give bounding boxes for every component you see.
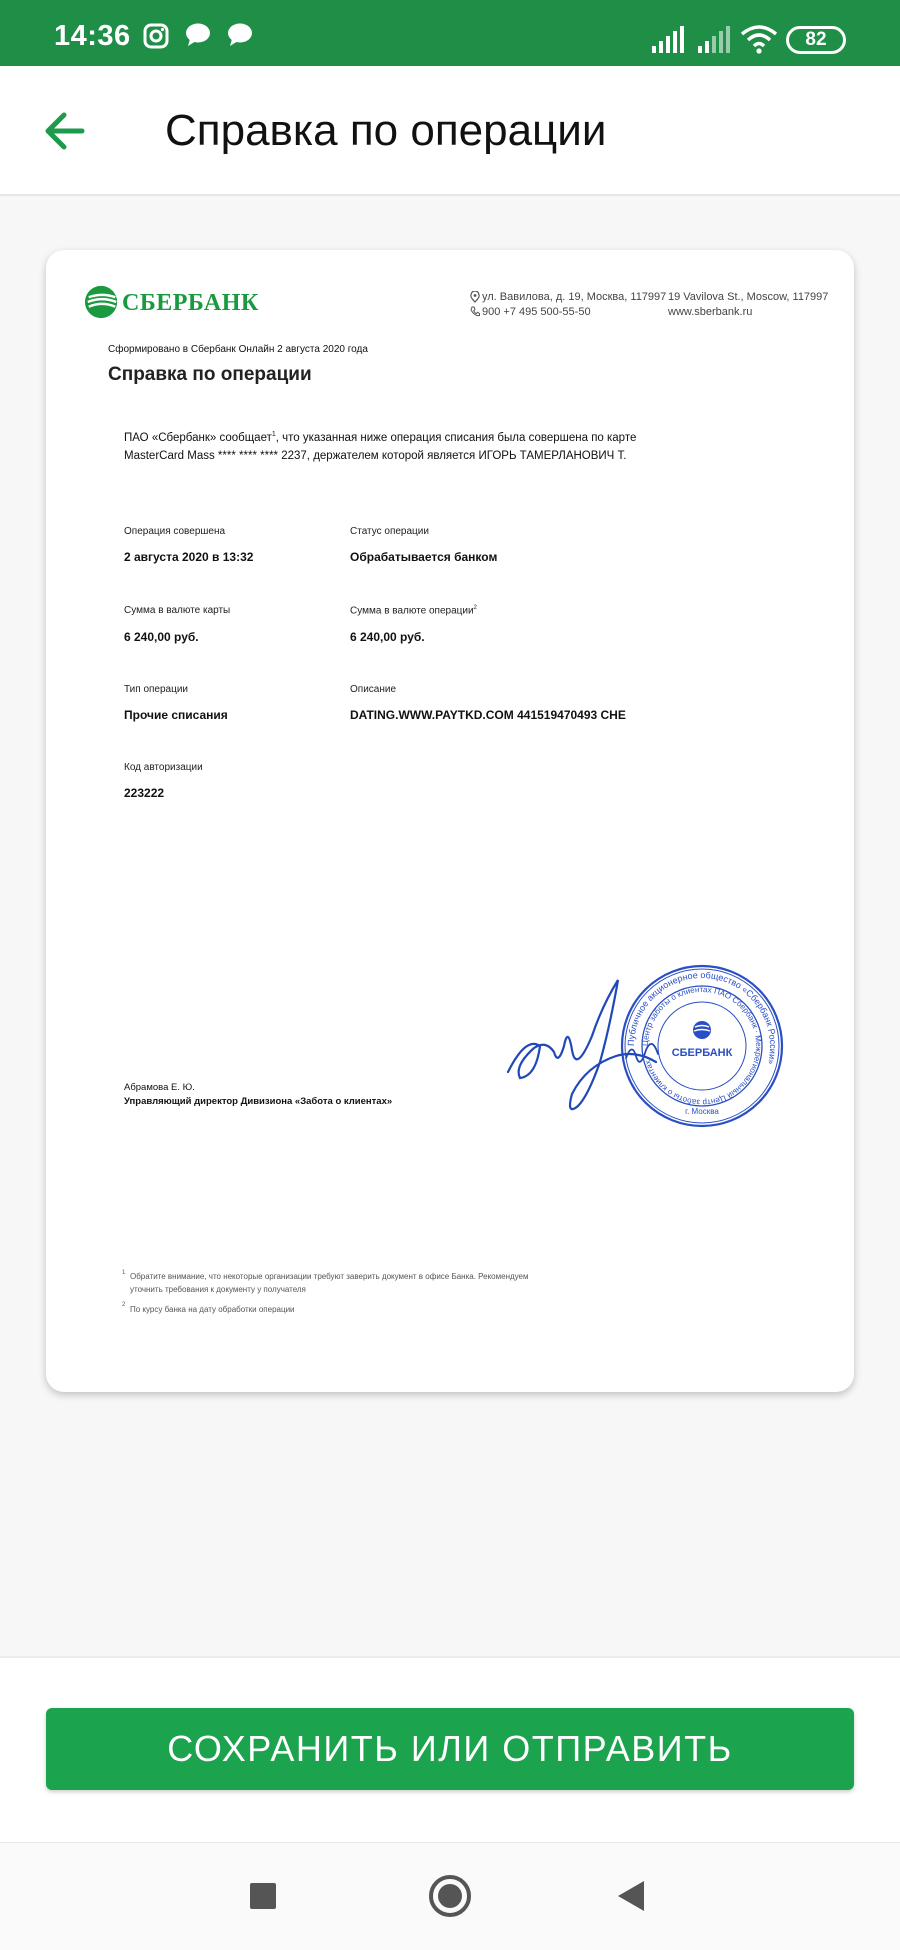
phone-numbers: 900 +7 495 500-55-50 [482, 306, 591, 318]
address-ru-line1: ул. Вавилова, д. 19, Москва, 117997 [482, 291, 667, 303]
sberbank-logo-icon [82, 284, 122, 320]
save-or-send-button[interactable]: СОХРАНИТЬ ИЛИ ОТПРАВИТЬ [46, 1708, 854, 1790]
card-sum-value: 6 240,00 руб. [124, 630, 199, 644]
stamp-center-text: СБЕРБАНК [671, 1047, 733, 1059]
website: www.sberbank.ru [668, 306, 753, 318]
operation-sum-label [350, 605, 477, 616]
instagram-icon [142, 22, 170, 50]
battery-icon: 82 [786, 26, 846, 54]
status-bar [0, 0, 900, 66]
bank-stamp [618, 962, 786, 1130]
status-time: 14:36 [54, 20, 131, 52]
stamp-outer-text: Публичное акционерное общество «Сбербанк России» [625, 969, 779, 1066]
footnote-2: По курсу банка на дату обработки операции [130, 1305, 295, 1314]
app-bar [0, 66, 900, 196]
message-icon [226, 22, 254, 48]
operation-type-value: Прочие списания [124, 708, 228, 722]
document-title: Справка по операции [108, 364, 312, 385]
recents-square-icon[interactable] [248, 1881, 278, 1911]
bank-name: СБЕРБАНК [122, 290, 259, 316]
card-sum-label: Сумма в валюте карты [124, 605, 231, 616]
auth-code-label: Код авторизации [124, 762, 203, 773]
phone-icon [470, 306, 480, 317]
location-pin-icon [470, 291, 480, 303]
address-ru [482, 290, 666, 305]
arrow-left-icon[interactable] [36, 102, 94, 160]
description-label: Описание [350, 684, 397, 695]
signal-icon [696, 26, 732, 54]
auth-code-value: 223222 [124, 786, 165, 800]
footnote-1-line2: уточнить требования к документу у получателя [130, 1285, 306, 1294]
page-title: Справка по операции [165, 106, 607, 155]
stamp-city-text: г. Москва [685, 1107, 719, 1116]
address-en [668, 290, 828, 320]
signal-icon [650, 26, 686, 54]
address-en-line1: 19 Vavilova St., Moscow, 117997 [668, 291, 829, 303]
footnote-ref-2: 2 [473, 605, 477, 611]
back-triangle-icon[interactable] [616, 1879, 646, 1913]
intro-part1: ПАО «Сбербанк» сообщает [124, 431, 272, 444]
operation-date-label: Операция совершена [124, 526, 226, 537]
message-icon [184, 22, 212, 48]
wifi-icon [740, 24, 778, 54]
intro-part2: , что указанная ниже операция списания была совершена по карте MasterCard Mass **** **** **** 2237, держателем которой является ИГОРЬ ТАМЕРЛАНОВИЧ Т. [124, 431, 637, 463]
status-label: Статус операции [350, 526, 429, 537]
stamp-inner-text: Центр заботы о клиентах ПАО Сбербанк · Межрегиональный Центр заботы о клиентах [640, 984, 764, 1108]
intro-text [124, 426, 644, 466]
description-value: DATING.WWW.PAYTKD.COM 441519470493 CHE [350, 708, 626, 722]
footnote-1-line1: Обратите внимание, что некоторые организации требуют заверить документ в офисе Банка. Рекомендуем [130, 1272, 529, 1281]
system-nav-bar [0, 1842, 900, 1950]
footnote-2-num: 2 [122, 1302, 126, 1308]
status-value: Обрабатывается банком [350, 550, 498, 564]
document-card [46, 250, 854, 1392]
operation-sum-value: 6 240,00 руб. [350, 630, 425, 644]
footnote-ref-1: 1 [271, 431, 276, 438]
footnote-1-num: 1 [122, 1270, 126, 1276]
footnote-1 [130, 1270, 529, 1296]
home-circle-icon[interactable] [428, 1874, 472, 1918]
operation-date-value: 2 августа 2020 в 13:32 [124, 550, 254, 564]
signer-name: Абрамова Е. Ю. [124, 1082, 195, 1093]
formed-note: Сформировано в Сбербанк Онлайн 2 августа 2020 года [108, 344, 368, 355]
operation-sum-label-text: Сумма в валюте операции [350, 605, 474, 617]
operation-type-label: Тип операции [124, 684, 189, 695]
signer-position: Управляющий директор Дивизиона «Забота о клиентах» [124, 1096, 393, 1107]
